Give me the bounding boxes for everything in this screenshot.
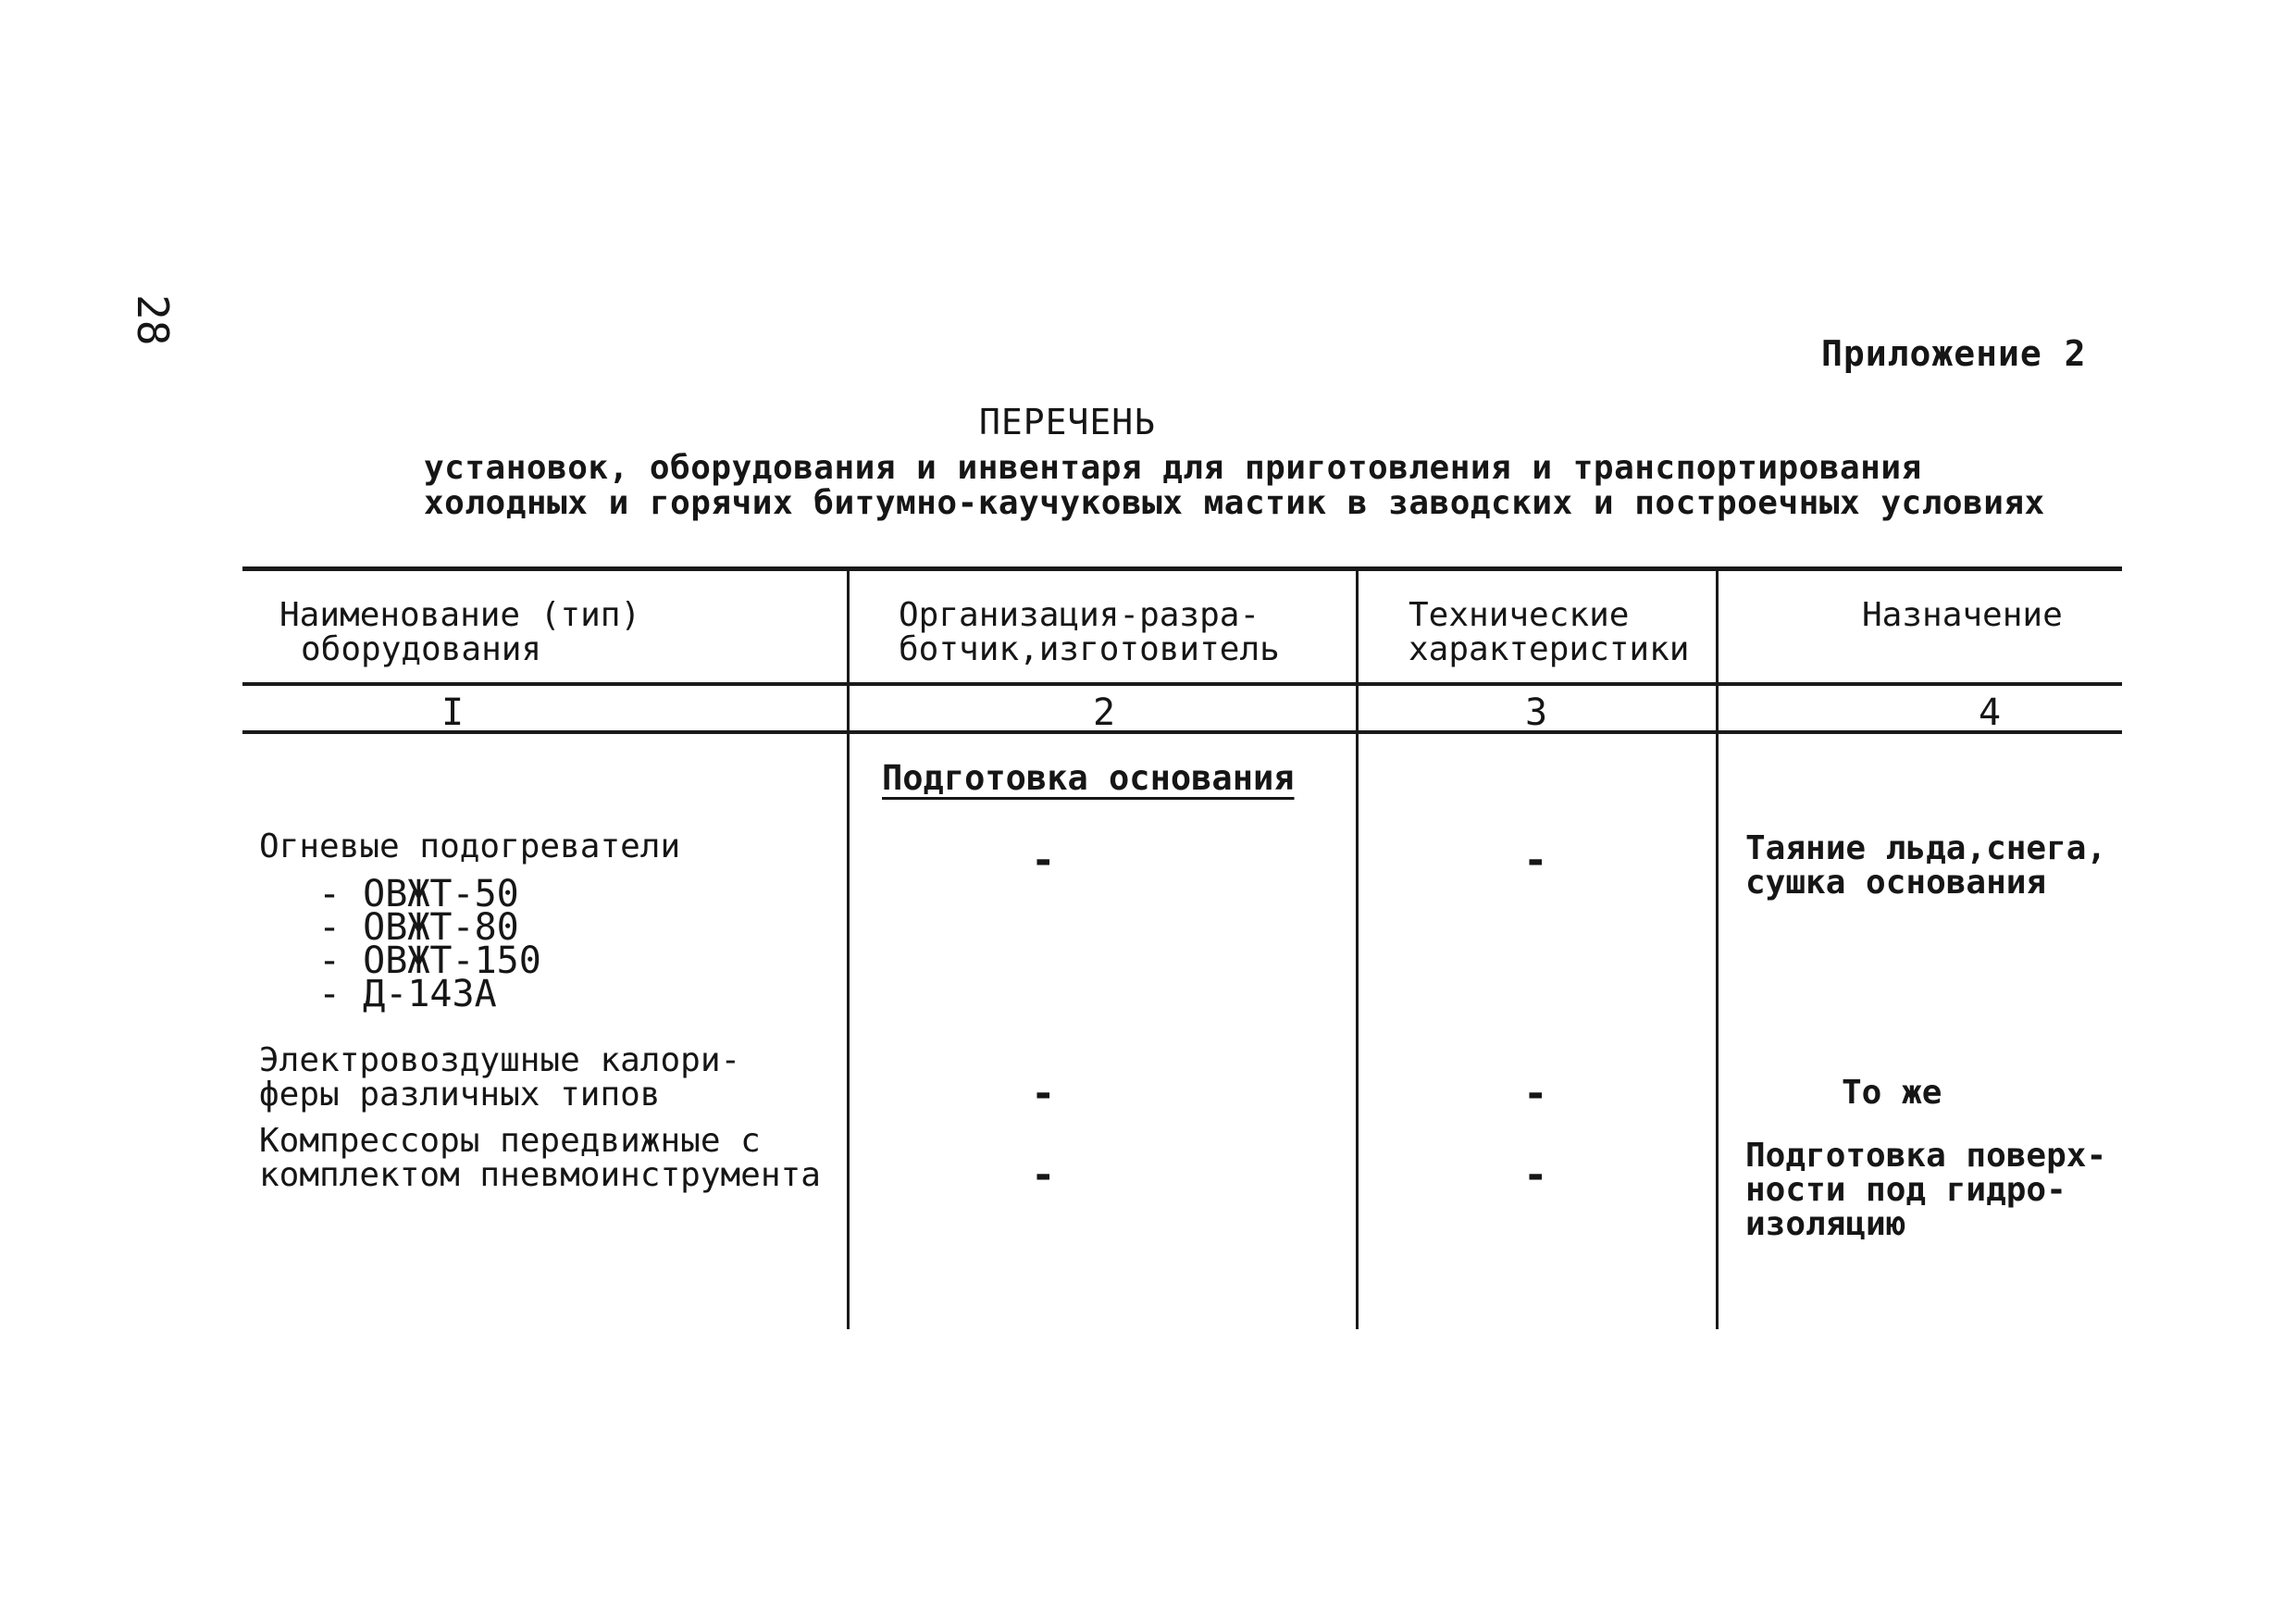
- row-1-name: Огневые подогреватели: [259, 828, 681, 865]
- subtitle-line-1: установок, оборудования и инвентаря для приготовления и транспортирования: [424, 449, 1922, 487]
- column-number-3: 3: [1525, 691, 1548, 734]
- row-3-characteristics: -: [1523, 1151, 1548, 1199]
- row-2-name: Электровоздушные калори- феры различных типов: [259, 1041, 741, 1114]
- column-divider-1: [847, 568, 850, 1329]
- list-item: - Д-143А: [318, 973, 497, 1015]
- row-1-purpose: Таяние льда,снега, сушка основания: [1745, 829, 2107, 902]
- column-number-4: 4: [1979, 691, 2002, 734]
- list-item: - ОВЖТ-150: [318, 940, 541, 982]
- numbers-bottom-rule: [242, 730, 2122, 734]
- header-developer: Организация-разра- ботчик,изготовитель: [899, 596, 1280, 668]
- column-divider-3: [1716, 568, 1719, 1329]
- document-title: ПЕРЕЧЕНЬ: [979, 402, 1157, 442]
- appendix-label: Приложение 2: [1821, 333, 2087, 374]
- row-3-developer: -: [1031, 1151, 1056, 1199]
- document-subtitle: [424, 451, 2045, 521]
- header-bottom-rule: [242, 682, 2122, 686]
- table-top-rule: [242, 566, 2122, 571]
- column-number-1: I: [441, 691, 465, 734]
- section-heading: Подготовка основания: [882, 758, 1295, 798]
- row-1-characteristics: -: [1523, 837, 1548, 884]
- row-2-developer: -: [1031, 1070, 1056, 1117]
- header-equipment-name: Наименование (тип) оборудования: [279, 596, 641, 668]
- row-2-purpose: То же: [1842, 1074, 1942, 1112]
- row-1-developer: -: [1031, 837, 1056, 884]
- header-characteristics: Технические характеристики: [1409, 596, 1690, 668]
- list-item: - ОВЖТ-50: [318, 873, 519, 915]
- column-number-2: 2: [1093, 691, 1116, 734]
- page-number: 28: [128, 294, 178, 346]
- header-purpose: Назначение: [1862, 596, 2063, 634]
- row-3-purpose: Подготовка поверх- ности под гидро- изоляцию: [1745, 1137, 2107, 1243]
- list-item: - ОВЖТ-80: [318, 906, 519, 949]
- row-2-characteristics: -: [1523, 1070, 1548, 1117]
- row-1-models: [318, 873, 541, 1015]
- column-divider-2: [1356, 568, 1359, 1329]
- subtitle-line-2: холодных и горячих битумно-каучуковых мастик в заводских и построечных условиях: [424, 484, 2045, 522]
- row-3-name: Компрессоры передвижные с комплектом пневмоинструмента: [259, 1122, 821, 1194]
